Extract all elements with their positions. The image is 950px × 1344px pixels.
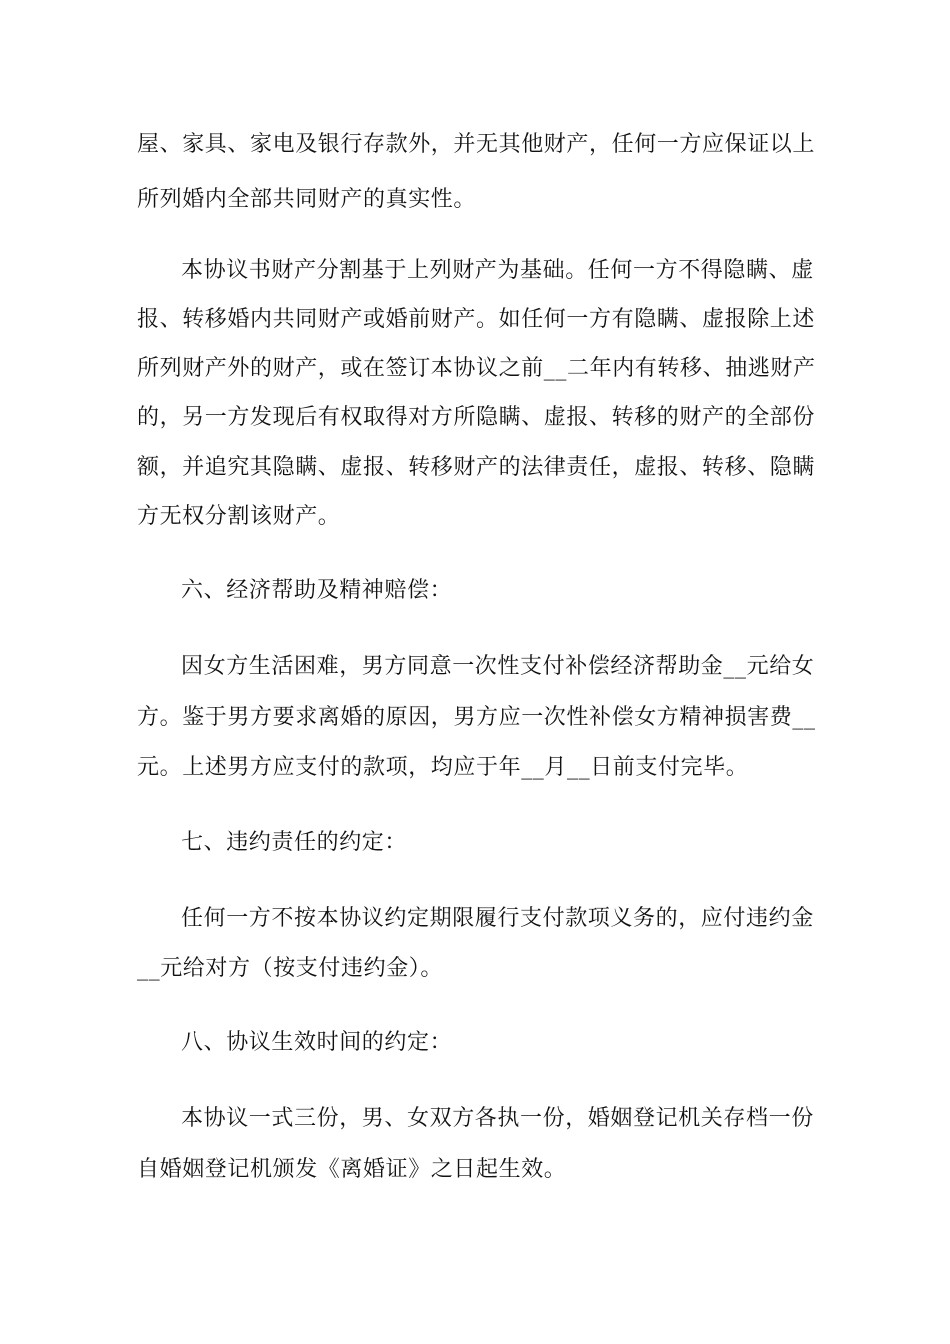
text-line: 的，另一方发现后有权取得对方所隐瞒、虚报、转移的财产的全部份 [137, 405, 816, 430]
text-line: 额，并追究其隐瞒、虚报、转移财产的法律责任，虚报、转移、隐瞒 [137, 455, 816, 480]
paragraph-first-line: 本协议书财产分割基于上列财产为基础。任何一方不得隐瞒、虚 [181, 258, 814, 283]
text-line: 方。鉴于男方要求离婚的原因，男方应一次性补偿女方精神损害费__ [137, 705, 816, 730]
text-line: 所列财产外的财产，或在签订本协议之前__二年内有转移、抽逃财产 [137, 356, 816, 381]
text-line: __元给对方（按支付违约金）。 [137, 956, 444, 981]
paragraph-first-line: 本协议一式三份，男、女双方各执一份，婚姻登记机关存档一份 [181, 1106, 814, 1131]
text-line: 屋、家具、家电及银行存款外，并无其他财产，任何一方应保证以上 [137, 132, 816, 157]
text-line: 元。上述男方应支付的款项，均应于年__月__日前支付完毕。 [137, 755, 749, 780]
paragraph-first-line: 任何一方不按本协议约定期限履行支付款项义务的，应付违约金 [181, 906, 814, 931]
text-line: 所列婚内全部共同财产的真实性。 [137, 187, 477, 212]
section-heading: 八、协议生效时间的约定： [181, 1030, 453, 1055]
paragraph-first-line: 因女方生活困难，男方同意一次性支付补偿经济帮助金__元给女 [181, 654, 815, 679]
text-line: 报、转移婚内共同财产或婚前财产。如任何一方有隐瞒、虚报除上述 [137, 307, 816, 332]
text-line: 自婚姻登记机颁发《离婚证》之日起生效。 [137, 1157, 567, 1182]
section-heading: 七、违约责任的约定： [181, 830, 408, 855]
section-heading: 六、经济帮助及精神赔偿： [181, 578, 453, 603]
text-line: 方无权分割该财产。 [137, 504, 341, 529]
